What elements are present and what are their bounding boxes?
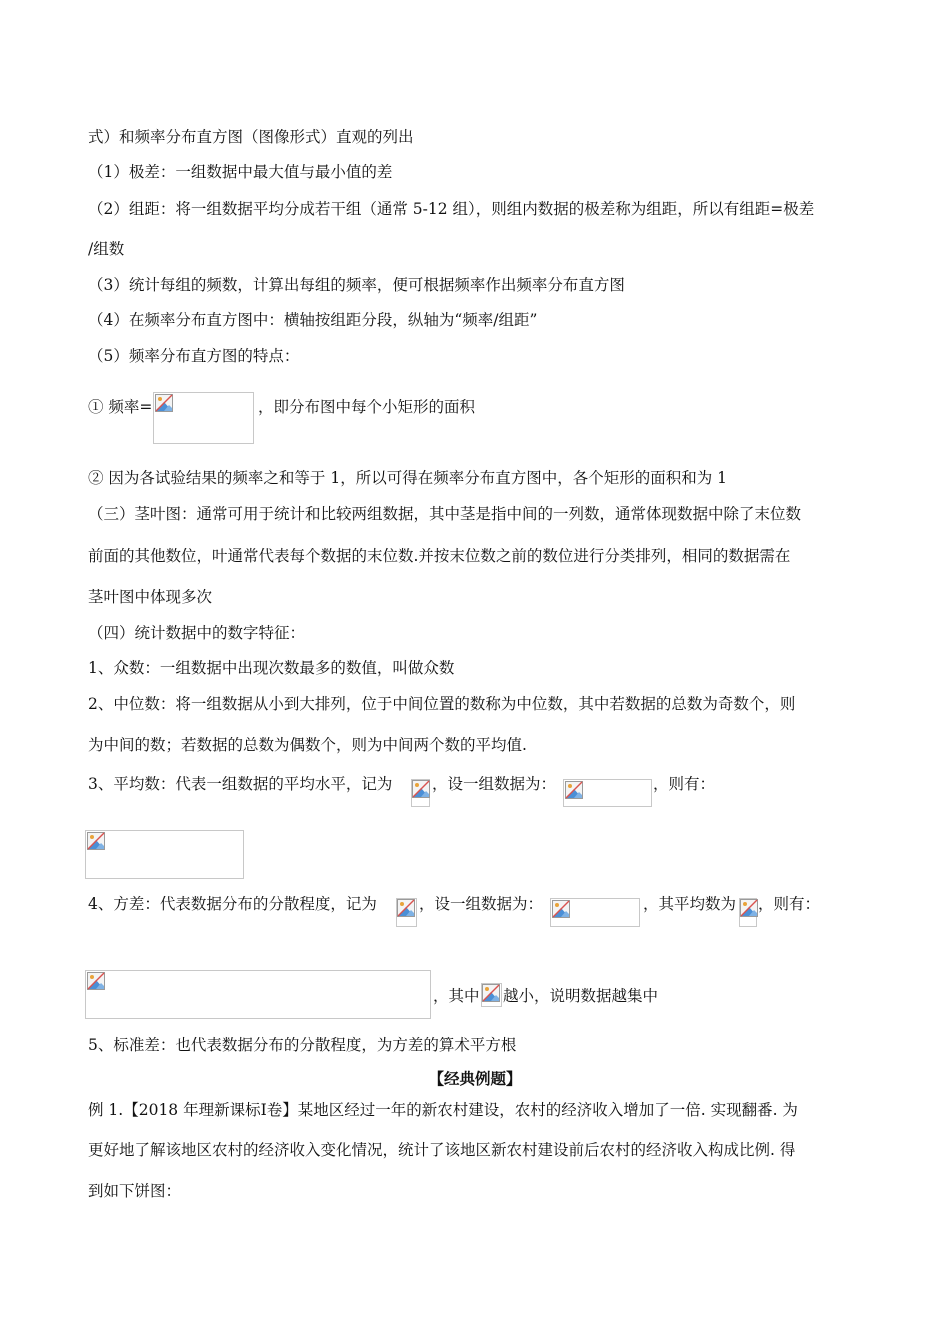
- formula-image: [563, 779, 652, 807]
- section-heading: 【经典例题】: [428, 1069, 522, 1088]
- text-line: ，则有：: [653, 775, 716, 793]
- formula-image: [85, 970, 431, 1019]
- text-line: 式）和频率分布直方图（图像形式）直观的列出: [88, 128, 414, 146]
- text-line: （3）统计每组的频数，计算出每组的频率，便可根据频率作出频率分布直方图: [88, 276, 625, 294]
- text-line: 越小，说明数据越集中: [503, 987, 659, 1005]
- text-line: 1、众数：一组数据中出现次数最多的数值，叫做众数: [88, 659, 455, 677]
- broken-image-icon: [552, 900, 570, 918]
- formula-image: [153, 392, 254, 444]
- text-line: ，其中: [433, 987, 480, 1005]
- text-line: ，其平均数为: [643, 895, 737, 913]
- text-line: 2、中位数：将一组数据从小到大排列，位于中间位置的数称为中位数，其中若数据的总数为奇数个，则: [88, 695, 796, 713]
- text-line: 茎叶图中体现多次: [88, 588, 213, 606]
- text-line: 为中间的数；若数据的总数为偶数个，则为中间两个数的平均值.: [88, 736, 527, 754]
- text-line: ① 频率=: [88, 398, 153, 416]
- broken-image-icon: [565, 781, 583, 799]
- text-line: 3、平均数：代表一组数据的平均水平，记为: [88, 775, 393, 793]
- text-line: 4、方差：代表数据分布的分散程度，记为: [88, 895, 377, 913]
- formula-image: [550, 898, 640, 927]
- formula-image: [85, 830, 244, 879]
- broken-image-icon: [740, 899, 758, 917]
- formula-image: [411, 779, 430, 807]
- text-line: （四）统计数据中的数字特征：: [88, 624, 306, 642]
- text-line: 5、标准差：也代表数据分布的分散程度，为方差的算术平方根: [88, 1036, 517, 1054]
- formula-image: [481, 983, 502, 1007]
- text-line: ，则有：: [758, 895, 821, 913]
- text-line: 例 1.【2018 年理新课标Ⅰ卷】某地区经过一年的新农村建设，农村的经济收入增加了一倍. 实现翻番. 为: [88, 1101, 798, 1119]
- text-line: /组数: [88, 240, 125, 258]
- text-line: ，即分布图中每个小矩形的面积: [258, 398, 476, 416]
- broken-image-icon: [397, 899, 415, 917]
- text-line: 更好地了解该地区农村的经济收入变化情况，统计了该地区新农村建设前后农村的经济收入构成比例. 得: [88, 1141, 796, 1159]
- text-line: （1）极差：一组数据中最大值与最小值的差: [88, 163, 393, 181]
- text-line: ② 因为各试验结果的频率之和等于 1，所以可得在频率分布直方图中，各个矩形的面积和为 1: [88, 469, 728, 487]
- text-line: （5）频率分布直方图的特点：: [88, 347, 300, 365]
- text-line: 前面的其他数位，叶通常代表每个数据的末位数.并按末位数之前的数位进行分类排列，相同的数据需在: [88, 547, 791, 565]
- text-line: ，设一组数据为：: [419, 895, 544, 913]
- text-line: ，设一组数据为：: [432, 775, 557, 793]
- broken-image-icon: [87, 972, 105, 990]
- formula-image: [739, 898, 757, 927]
- text-line: （4）在频率分布直方图中：横轴按组距分段，纵轴为“频率/组距”: [88, 311, 538, 329]
- text-line: 到如下饼图：: [88, 1182, 182, 1200]
- broken-image-icon: [482, 984, 500, 1002]
- broken-image-icon: [155, 394, 173, 412]
- text-line: （三）茎叶图：通常可用于统计和比较两组数据，其中茎是指中间的一列数，通常体现数据中除了末位数: [88, 505, 802, 523]
- broken-image-icon: [412, 780, 430, 798]
- formula-image: [396, 898, 417, 927]
- text-line: （2）组距：将一组数据平均分成若干组（通常 5-12 组），则组内数据的极差称为组距，所以有组距=极差: [88, 200, 815, 218]
- broken-image-icon: [87, 832, 105, 850]
